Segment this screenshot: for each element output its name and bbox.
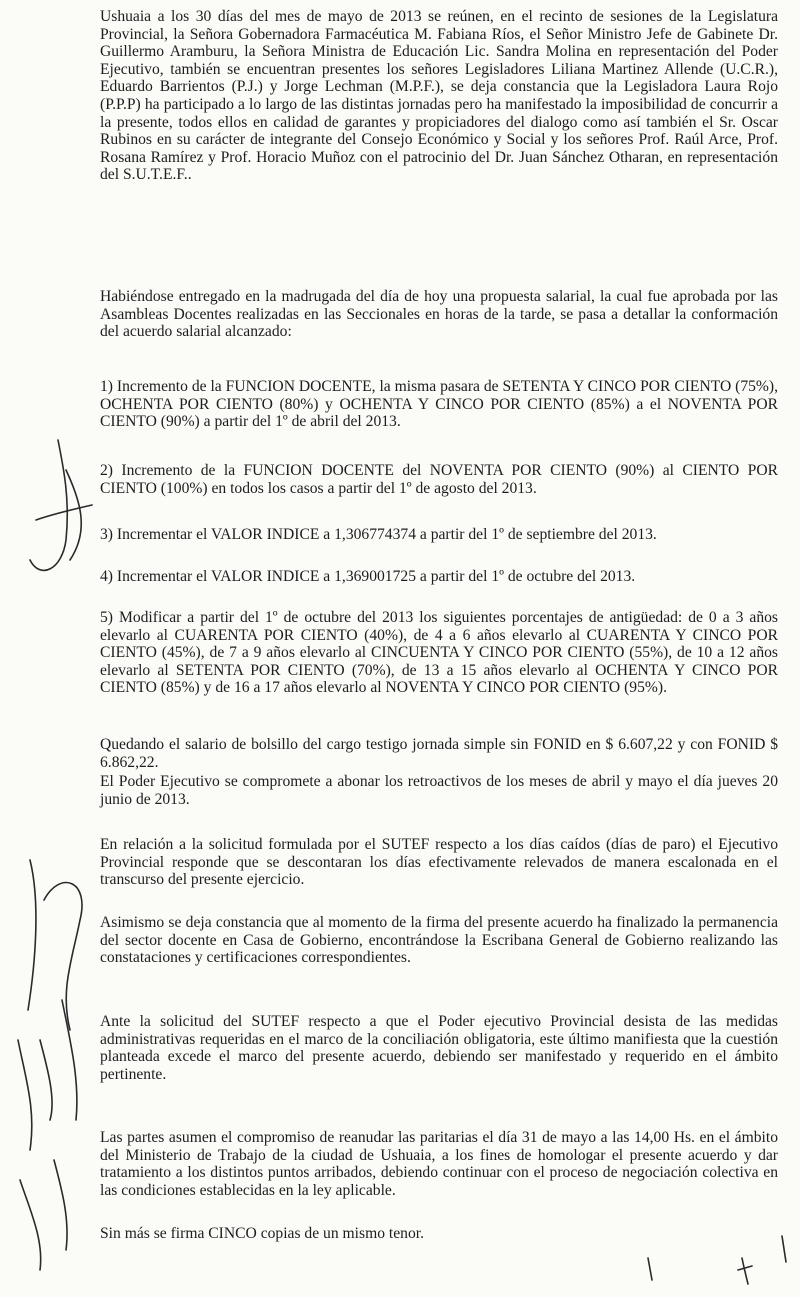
paragraph-opening: Ushuaia a los 30 días del mes de mayo de 2013 se reúnen, en el recinto de sesiones de la Legislatura Provincial, la Señora Gobernadora Farmacéutica M. Fabiana Ríos, el Señor Ministro Jefe de Gabinete Dr. Guillermo Aramburu, la Señora Ministra de Educación Lic. Sandra Molina en representación del Poder Ejecutivo, también se encuentran presentes los señores Legisladores Liliana Martinez Allende (U.C.R.), Eduardo Barrientos (P.J.) y Jorge Lechman (M.P.F.), se deja constancia que la Legisladora Laura Rojo (P.P.P) ha participado a lo largo de las distintas jornadas pero ha manifestado la imposibilidad de concurrir a la presente, todos ellos en calidad de garantes y propiciadores del dialogo como así también el Sr. Oscar Rubinos en su carácter de integrante del Consejo Económico y Social y los señores Prof. Raúl Arce, Prof. Rosana Ramírez y Prof. Horacio Muñoz con el patrocinio del Dr. Juan Sánchez Otharan, en representación del S.U.T.E.F.. (100, 8, 778, 184)
paragraph-item-5: 5) Modificar a partir del 1º de octubre del 2013 los siguientes porcentajes de antigüedad: de 0 a 3 años elevarlo al CUARENTA POR CIENTO (40%), de 4 a 6 años elevarlo al CUARENTA Y CINCO POR CIENTO (45%), de 7 a 9 años elevarlo al CINCUENTA Y CINCO POR CIENTO (55%), de 10 a 12 años elevarlo al SETENTA POR CIENTO (70%), de 13 a 15 años elevarlo al OCHENTA Y CINCO POR CIENTO (85%) y de 16 a 17 años elevarlo al NOVENTA Y CINCO POR CIENTO (95%). (100, 609, 778, 697)
paragraph-item-3: 3) Incrementar el VALOR INDICE a 1,306774374 a partir del 1º de septiembre del 2013. (100, 526, 657, 543)
signature-mark-4 (18, 1000, 77, 1150)
signature-mark-8 (782, 1236, 786, 1262)
paragraph-item-2: 2) Incremento de la FUNCION DOCENTE del NOVENTA POR CIENTO (90%) al CIENTO POR CIENTO (100%) en todos los casos a partir del 1º de agosto del 2013. (100, 462, 778, 497)
paragraph-retroactive: El Poder Ejecutivo se compromete a abonar los retroactivos de los meses de abril y mayo el día jueves 20 junio de 2013. (100, 773, 778, 808)
document-page (100, 0, 780, 1297)
paragraph-strike-days: En relación a la solicitud formulada por el SUTEF respecto a los días caídos (días de paro) el Ejecutivo Provincial responde que se descontaran los días efectivamente relevados de manera escalonada en el transcurso del presente ejercicio. (100, 836, 778, 889)
paragraph-government-house: Asimismo se deja constancia que al momento de la firma del presente acuerdo ha finalizado la permanencia del sector docente en Casa de Gobierno, encontrándose la Escribana General de Gobierno realizando las constataciones y certificaciones correspondientes. (100, 914, 778, 967)
signature-mark-2 (36, 505, 92, 520)
paragraph-closing: Sin más se firma CINCO copias de un mismo tenor. (100, 1225, 424, 1242)
paragraph-administrative-measures: Ante la solicitud del SUTEF respecto a que el Poder ejecutivo Provincial desista de las medidas administrativas requeridas en el marco de la conciliación obligatoria, este último manifiesta que la cuestión planteada excede el marco del presente acuerdo, debiendo ser manifestado y requerido en el ámbito pertinente. (100, 1013, 778, 1083)
paragraph-salary: Quedando el salario de bolsillo del cargo testigo jornada simple sin FONID en $ 6.607,22 y con FONID $ 6.862,22. (100, 736, 778, 771)
signature-mark-1 (30, 440, 81, 570)
paragraph-item-1: 1) Incremento de la FUNCION DOCENTE, la misma pasara de SETENTA Y CINCO POR CIENTO (75%), OCHENTA POR CIENTO (80%) y OCHENTA Y CINCO POR CIENTO (85%) a el NOVENTA POR CIENTO (90%) a partir del 1º de abril del 2013. (100, 378, 778, 431)
signature-mark-5 (20, 1160, 67, 1270)
signature-mark-3 (28, 860, 82, 1030)
paragraph-item-4: 4) Incrementar el VALOR INDICE a 1,369001725 a partir del 1º de octubre del 2013. (100, 568, 636, 585)
paragraph-proposal: Habiéndose entregado en la madrugada del día de hoy una propuesta salarial, la cual fue aprobada por las Asambleas Docentes realizadas en las Seccionales en horas de la tarde, se pasa a detallar la conformación del acuerdo salarial alcanzado: (100, 288, 778, 341)
paragraph-paritarias: Las partes asumen el compromiso de reanudar las paritarias el día 31 de mayo a las 14,00 Hs. en el ámbito del Ministerio de Trabajo de la ciudad de Ushuaia, a los fines de homologar el presente acuerdo y dar tratamiento a los distintos puntos arribados, debiendo continuar con el proceso de negociación colectiva en las condiciones establecidas en la ley aplicable. (100, 1129, 778, 1199)
